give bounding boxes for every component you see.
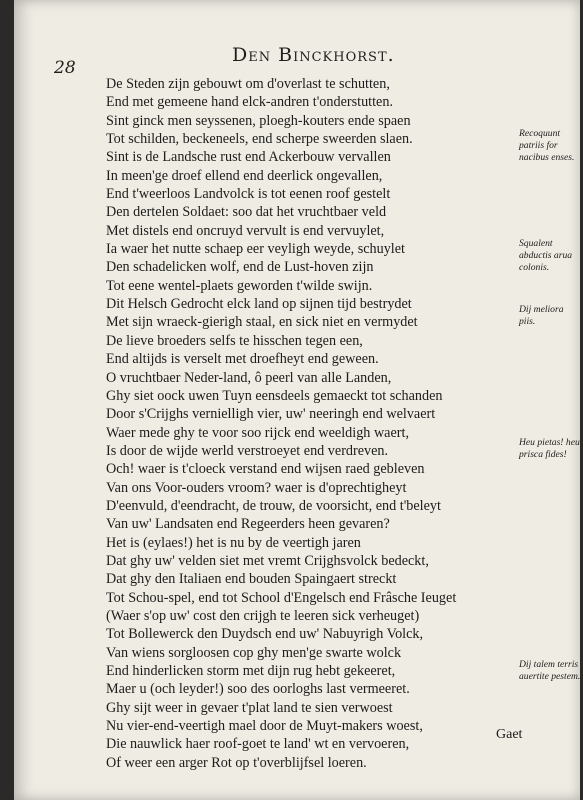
verse-line: Den dertelen Soldaet: soo dat het vruchtbaer veld (106, 204, 387, 221)
verse-line: Door s'Crijghs vernielligh vier, uw' neeringh end welvaert (106, 406, 436, 423)
page-number: 28 (54, 58, 76, 78)
verse-line: Dat ghy den Italiaen end bouden Spaingaert streckt (106, 571, 397, 588)
verse-line: Die nauwlick haer roof-goet te land' wt en vervoeren, (106, 736, 410, 753)
catchword: Gaet (496, 727, 523, 742)
verse-line: Dit Helsch Gedrocht elck land op sijnen tijd bestrydet (106, 296, 412, 313)
verse-line: Tot eene wentel-plaets geworden t'wilde swijn. (106, 277, 373, 294)
verse-line: D'eenvuld, d'eendracht, de trouw, de voorsicht, end t'beleyt (106, 497, 441, 514)
verse-line: End altijds is verselt met droefheyt end geween. (106, 351, 379, 368)
verse-line: Maer u (och leyder!) soo des oorloghs last vermeeret. (106, 681, 410, 698)
verse-line: Den schadelicken wolf, end de Lust-hoven zijn (106, 259, 374, 276)
verse-line: Dat ghy uw' velden siet met vremt Crijghsvolck bedeckt, (106, 552, 429, 569)
verse-line: Tot Schou-spel, end tot School d'Engelsch end Frâsche Ieuget (106, 589, 457, 606)
verse-line: Of weer een arger Rot op t'overblijfsel loeren. (106, 754, 367, 771)
running-head: Den Binckhorst. (232, 44, 395, 66)
verse-line: Ghy sijt weer in gevaer t'plat land te sien verwoest (106, 699, 393, 716)
marginal-note: Dij meliora piis. (519, 304, 564, 327)
verse-line: End t'weerloos Landvolck is tot eenen roof gestelt (106, 186, 391, 203)
verse-line: Van wiens sorgloosen cop ghy men'ge swarte wolck (106, 644, 402, 661)
verse-block (106, 75, 526, 772)
verse-line: Sint is de Landsche rust end Ackerbouw vervallen (106, 149, 391, 166)
verse-line: Met sijn wraeck-gierigh staal, en sick niet en vermydet (106, 314, 418, 331)
verse-line: Och! waer is t'cloeck verstand end wijsen raed gebleven (106, 461, 425, 478)
book-page (14, 0, 580, 800)
verse-line: (Waer s'op uw' cost den crijgh te leeren sick verheuget) (106, 607, 420, 624)
marginal-note: Recoquunt patriis for nacibus enses. (519, 128, 575, 163)
verse-line: Het is (eylaes!) het is nu by de veertigh jaren (106, 534, 361, 551)
verse-line: Met distels end oncruyd vervult is end vervuylet, (106, 222, 385, 239)
verse-line: Waer mede ghy te voor soo rijck end weeldigh waert, (106, 424, 409, 441)
verse-line: Tot Bollewerck den Duydsch end uw' Nabuyrigh Volck, (106, 626, 424, 643)
verse-line: Van ons Voor-ouders vroom? waer is d'oprechtigheyt (106, 479, 407, 496)
verse-line: In meen'ge droef ellend end deerlick ongevallen, (106, 167, 383, 184)
marginal-note: Heu pietas! heu prisca fides! (519, 437, 580, 460)
verse-line: Nu vier-end-veertigh mael door de Muyt-makers woest, (106, 718, 423, 735)
verse-line: Tot schilden, beckeneels, end scherpe sweerden slaen. (106, 131, 413, 148)
verse-line: O vruchtbaer Neder-land, ô peerl van alle Landen, (106, 369, 392, 386)
marginal-note: Dij talem terris auertite pestem. (519, 659, 581, 682)
verse-line: Ghy siet oock uwen Tuyn eensdeels gemaeckt tot schanden (106, 387, 443, 404)
verse-line: Van uw' Landsaten end Regeerders heen gevaren? (106, 516, 390, 533)
verse-line: End hinderlicken storm met dijn rug hebt gekeeret, (106, 663, 396, 679)
marginal-note: Squalent abductis arua colonis. (519, 238, 573, 273)
verse-line: De Steden zijn gebouwt om d'overlast te schutten, (106, 76, 390, 92)
verse-line: De lieve broeders selfs te hisschen tegen een, (106, 332, 363, 349)
verse-line: Is door de wijde werld verstroeyet end verdreven. (106, 442, 389, 459)
verse-line: Sint ginck men seyssenen, ploegh-kouters ende spaen (106, 112, 411, 129)
verse-line: Ia waer het nutte schaep eer veyligh weyde, schuylet (106, 241, 405, 258)
verse-line: End met gemeene hand elck-andren t'onderstutten. (106, 94, 393, 111)
